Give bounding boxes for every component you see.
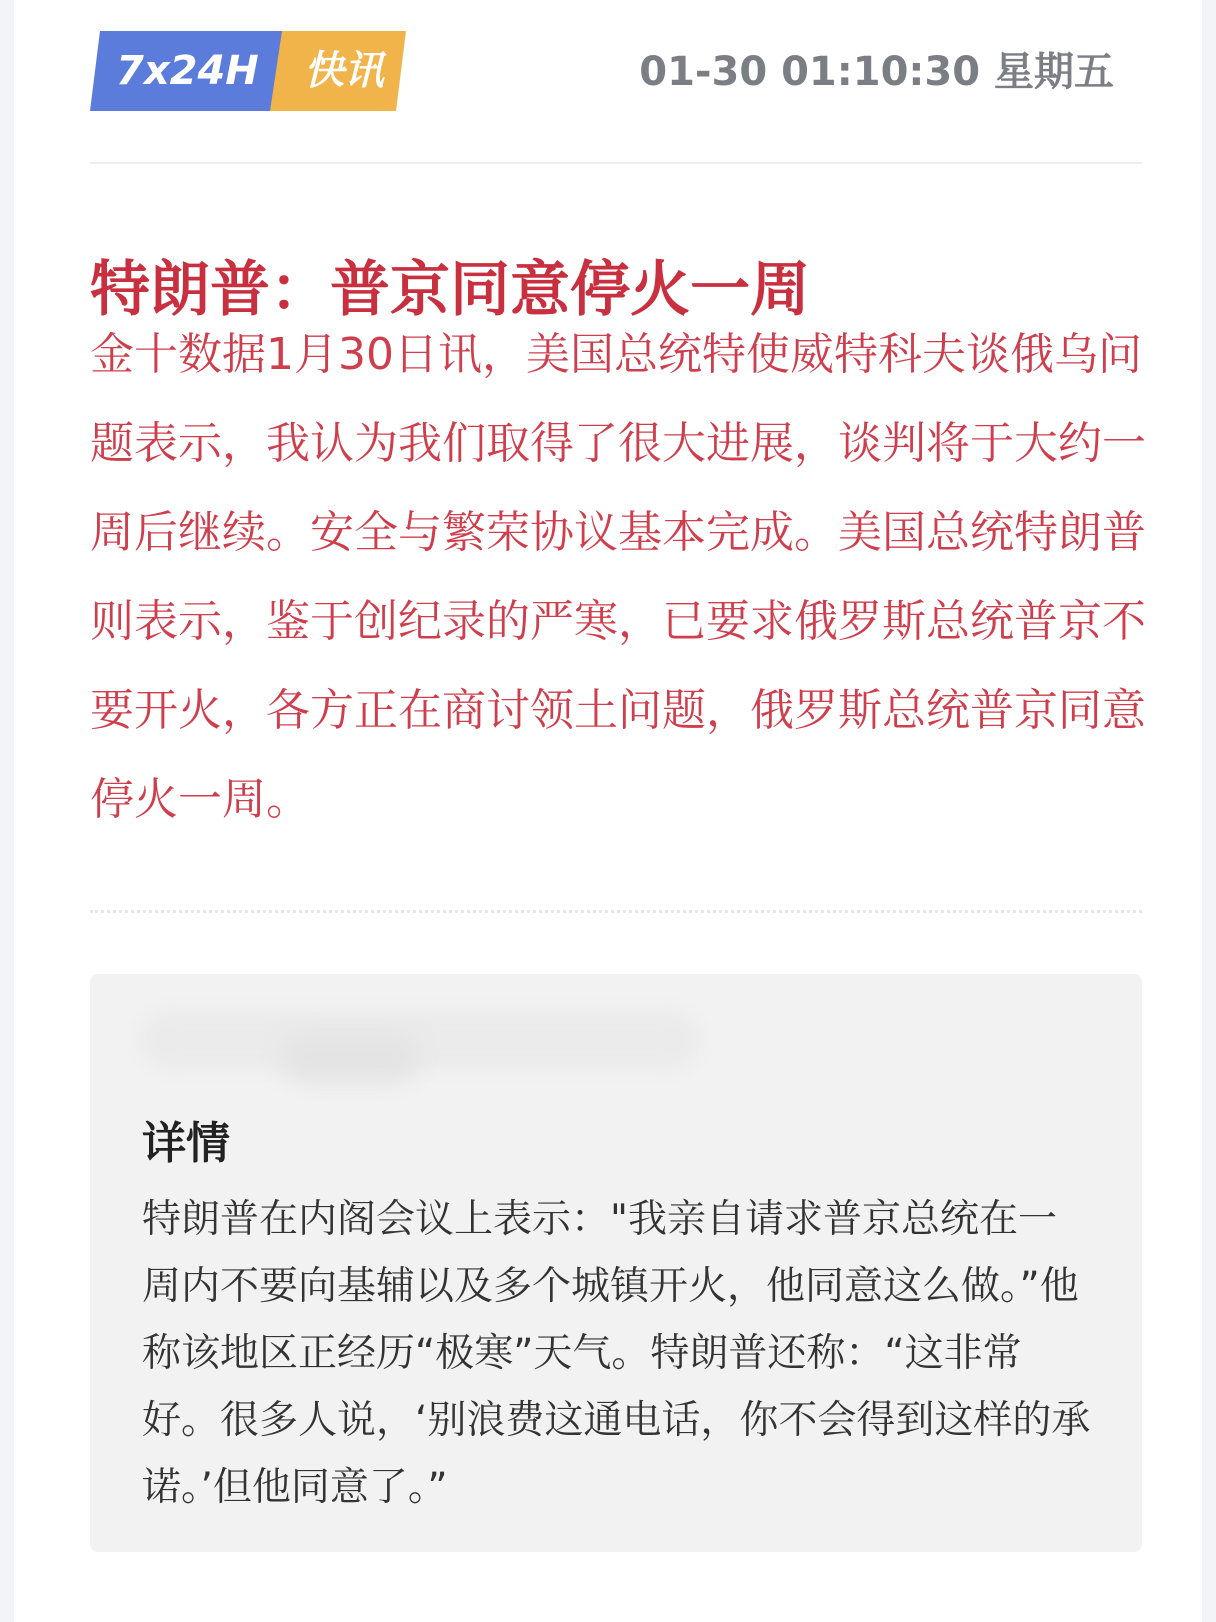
blurred-placeholder-2 xyxy=(280,1032,420,1082)
header-divider xyxy=(90,162,1142,164)
news-datetime: 01-30 01:10:30 星期五 xyxy=(639,49,1114,95)
detail-body: 特朗普在内阁会议上表示："我亲自请求普京总统在一周内不要向基辅以及多个城镇开火，他同意这么做。”他称该地区正经历“极寒”天气。特朗普还称：“这非常好。很多人说，‘别浪费这通电话，你不会得到这样的承诺。’但他同意了。” xyxy=(142,1197,1091,1510)
news-page xyxy=(14,0,1202,1622)
news-headline: 特朗普：普京同意停火一周 xyxy=(90,255,810,326)
dotted-divider xyxy=(90,910,1142,913)
badge-label-7x24h: 7x24H xyxy=(116,48,259,94)
blurred-placeholder xyxy=(140,1010,700,1070)
detail-title: 详情 xyxy=(142,1118,230,1169)
badge-label-flash: 快讯 xyxy=(304,48,384,94)
news-lead-paragraph: 金十数据1月30日讯，美国总统特使威特科夫谈俄乌问题表示，我认为我们取得了很大进展，谈判将于大约一周后继续。安全与繁荣协议基本完成。美国总统特朗普则表示，鉴于创纪录的严寒，已要求俄罗斯总统普京不要开火，各方正在商讨领土问题，俄罗斯总统普京同意停火一周。 xyxy=(90,329,1146,825)
detail-card xyxy=(90,974,1142,1552)
flash-news-badge xyxy=(90,31,406,111)
